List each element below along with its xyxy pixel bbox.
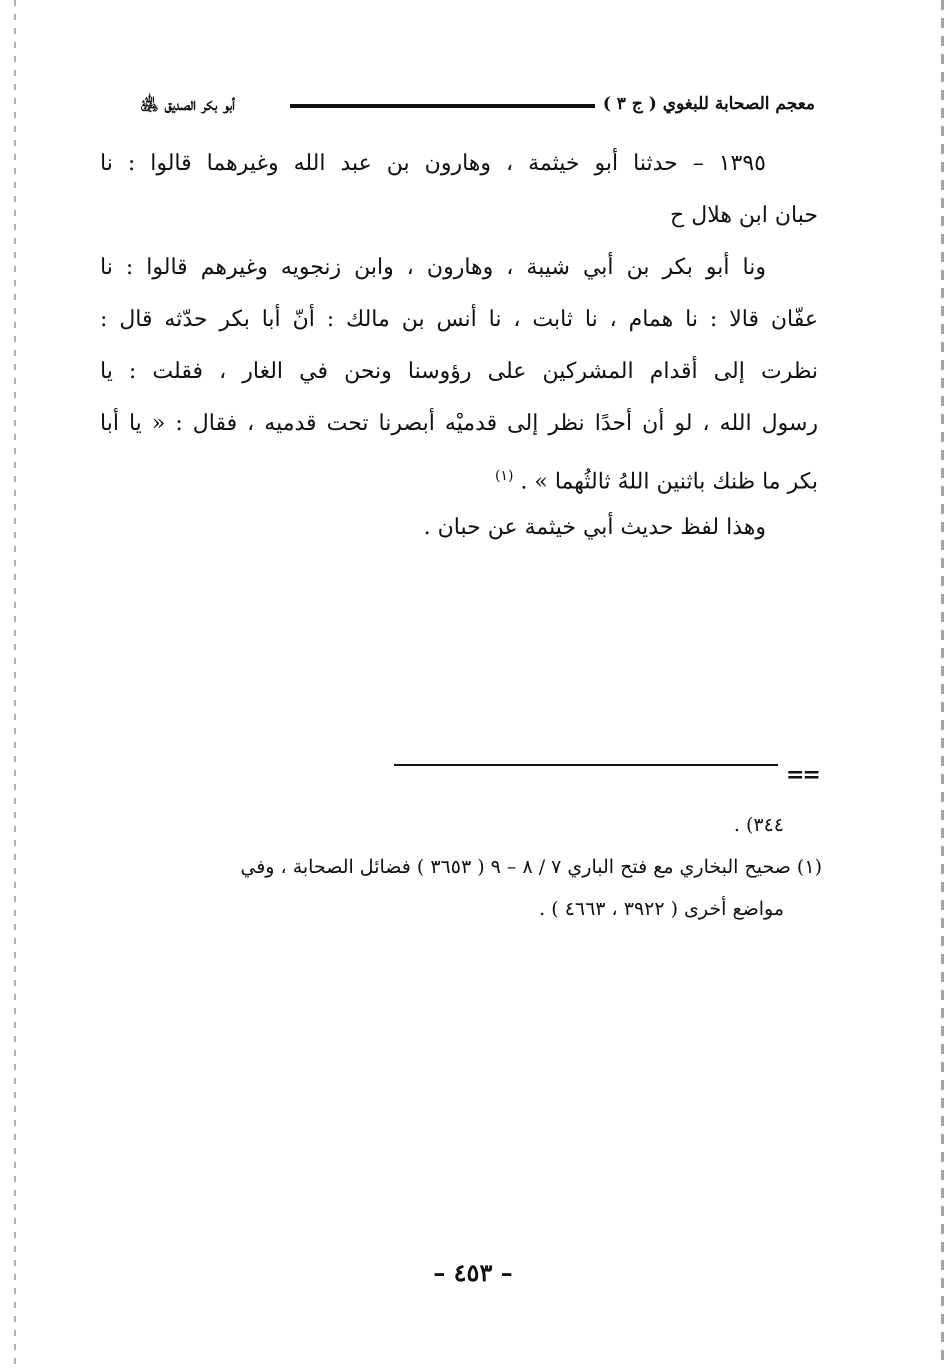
hadith-text: [100, 138, 818, 554]
footnotes: [110, 804, 822, 930]
book-title: معجم الصحابة للبغوي ( ج ٣ ): [602, 94, 815, 114]
scan-edge-right: [941, 0, 944, 1368]
hadith-line-4: عفّان قالا : نا همام ، نا ثابت ، نا أنس بن مالك : أنّ أبا بكر حدّثه قال :: [100, 307, 818, 332]
footnote-1-line-2: مواضع أخرى ( ٣٩٢٢ ، ٤٦٦٣ ) .: [539, 898, 784, 920]
hadith-line-1: ١٣٩٥ – حدثنا أبو خيثمة ، وهارون بن عبد الله وغيرهما قالوا : نا: [100, 151, 766, 176]
footnote-separator-rule: [394, 764, 778, 766]
hadith-line-3: ونا أبو بكر بن أبي شيبة ، وهارون ، وابن زنجويه وغيرهم قالوا : نا: [100, 255, 766, 280]
footnote-reference: (١): [494, 468, 514, 484]
hadith-line-5: نظرت إلى أقدام المشركين على رؤوسنا ونحن في الغار ، فقلت : يا: [100, 359, 818, 384]
hadith-line-6: رسول الله ، لو أن أحدًا نظر إلى قدميْه أبصرنا تحت قدميه ، فقال : « يا أبا: [100, 411, 818, 436]
scan-edge-left: [14, 0, 16, 1368]
closing-line: وهذا لفظ حديث أبي خيثمة عن حبان .: [423, 515, 766, 540]
hadith-line-7-text: بكر ما ظنك باثنين اللهُ ثالثُهما » .: [520, 469, 818, 495]
header-rule: [290, 104, 595, 108]
hadith-line-7: [100, 450, 818, 502]
page-number: – ٤٥٣ –: [433, 1258, 513, 1287]
footnote-continued: ٣٤٤) .: [733, 814, 784, 836]
hadith-line-2: حبان ابن هلال ح: [670, 203, 818, 228]
section-title: أبو بكر الصديق ﵁: [140, 95, 235, 115]
footnote-1-line-1: (١) صحيح البخاري مع فتح الباري ٧ / ٨ – ٩ ( ٣٦٥٣ ) فضائل الصحابة ، وفي: [240, 856, 822, 878]
footnote-separator-mark: ==: [786, 762, 819, 788]
running-header: [140, 92, 815, 122]
